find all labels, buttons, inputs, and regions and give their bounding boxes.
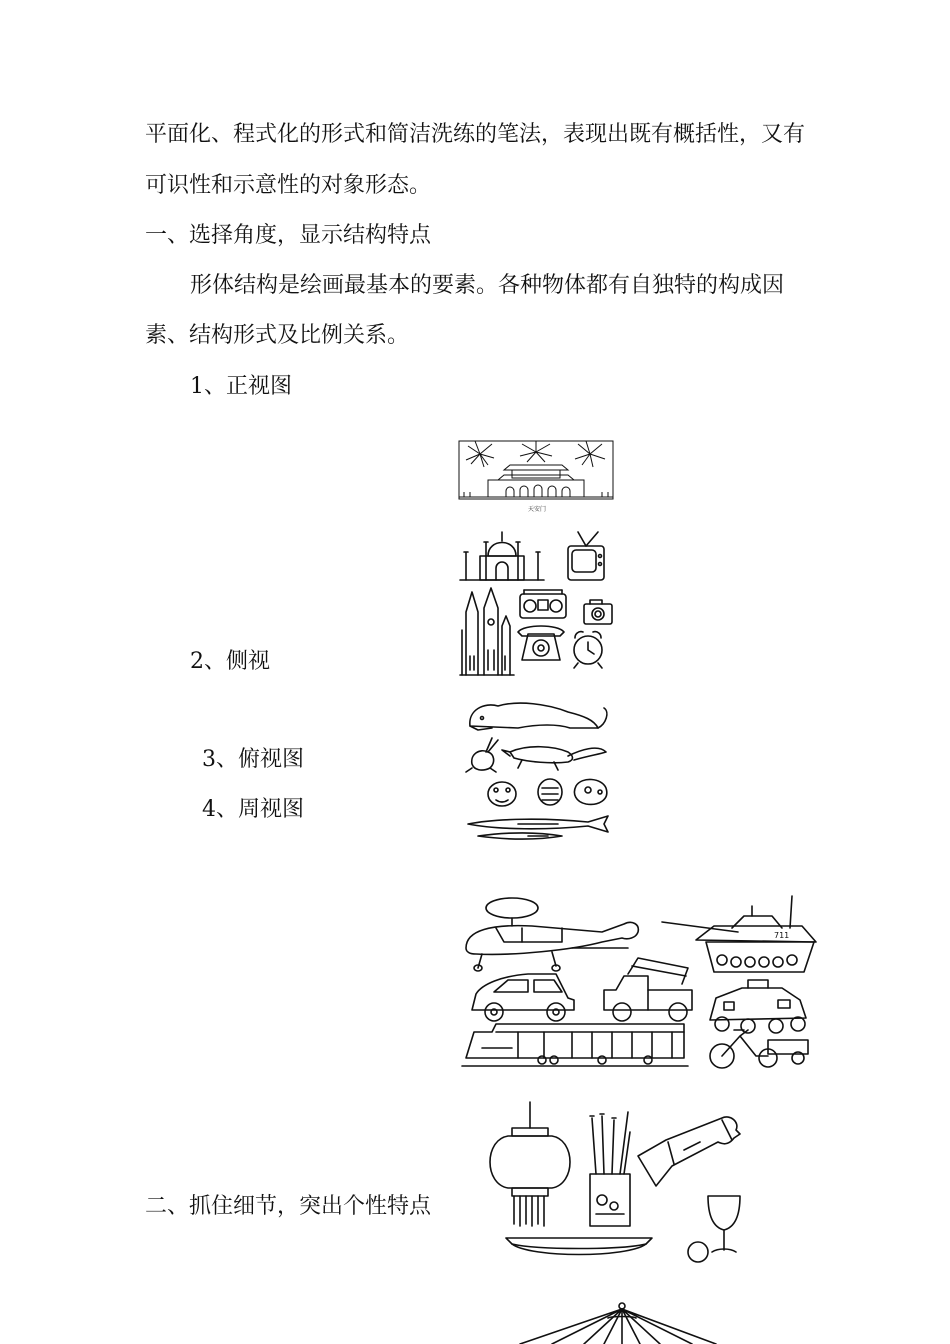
tricycle-drawing — [710, 1030, 808, 1068]
list-item-front-view: 1、正视图 — [190, 374, 292, 399]
helicopter-drawing — [466, 898, 638, 971]
tank-drawing — [662, 896, 816, 972]
camera-drawing — [584, 600, 612, 624]
lantern-drawing — [490, 1102, 570, 1226]
list-item-side-view: 2、侧视 — [190, 649, 270, 674]
body-text-line-4: 素、结构形式及比例关系。 — [145, 323, 410, 348]
fox-drawing — [502, 747, 606, 770]
hatchback-car-drawing — [472, 974, 574, 1021]
tv-drawing — [568, 532, 604, 580]
armored-car-drawing — [710, 980, 806, 1033]
telephone-drawing — [518, 626, 564, 660]
taj-mahal-drawing — [460, 532, 544, 580]
rocket-truck-drawing — [604, 958, 692, 1021]
rabbit-drawing — [466, 738, 498, 772]
alarm-clock-drawing — [574, 632, 602, 668]
section-heading-2: 二、抓住细节，突出个性特点 — [145, 1194, 432, 1219]
radio-drawing — [520, 590, 566, 618]
umbrella-illustration — [512, 1300, 722, 1344]
tiananmen-illustration — [458, 440, 614, 516]
list-item-around-view: 4、周视图 — [202, 797, 304, 822]
cathedral-drawing — [460, 588, 514, 675]
long-fish-drawings — [468, 816, 608, 839]
svg-text:711: 711 — [774, 931, 790, 940]
wine-glass-drawing — [688, 1196, 740, 1262]
body-text-line-2: 可识性和示意性的对象形态。 — [145, 173, 432, 198]
flashlight-drawing — [638, 1117, 740, 1186]
front-view-objects-illustration — [458, 520, 614, 680]
fish-front-view-drawings — [488, 779, 607, 806]
side-view-animals-illustration — [458, 690, 614, 850]
tiananmen-caption: 天安门 — [528, 506, 547, 513]
list-item-top-view: 3、俯视图 — [202, 747, 304, 772]
body-text-line-1: 平面化、程式化的形式和简洁洗练的笔法，表现出既有概括性，又有 — [145, 122, 806, 147]
section-heading-1: 一、选择角度，显示结构特点 — [145, 223, 432, 248]
lion-drawing — [470, 703, 607, 730]
details-objects-illustration — [478, 1092, 768, 1282]
train-drawing — [462, 1024, 688, 1066]
body-text-line-3: 形体结构是绘画最基本的要素。各种物体都有自独特的构成因 — [190, 273, 785, 298]
brush-pot-drawing — [590, 1112, 630, 1226]
basin-drawing — [506, 1238, 652, 1255]
vehicles-illustration — [452, 880, 822, 1075]
